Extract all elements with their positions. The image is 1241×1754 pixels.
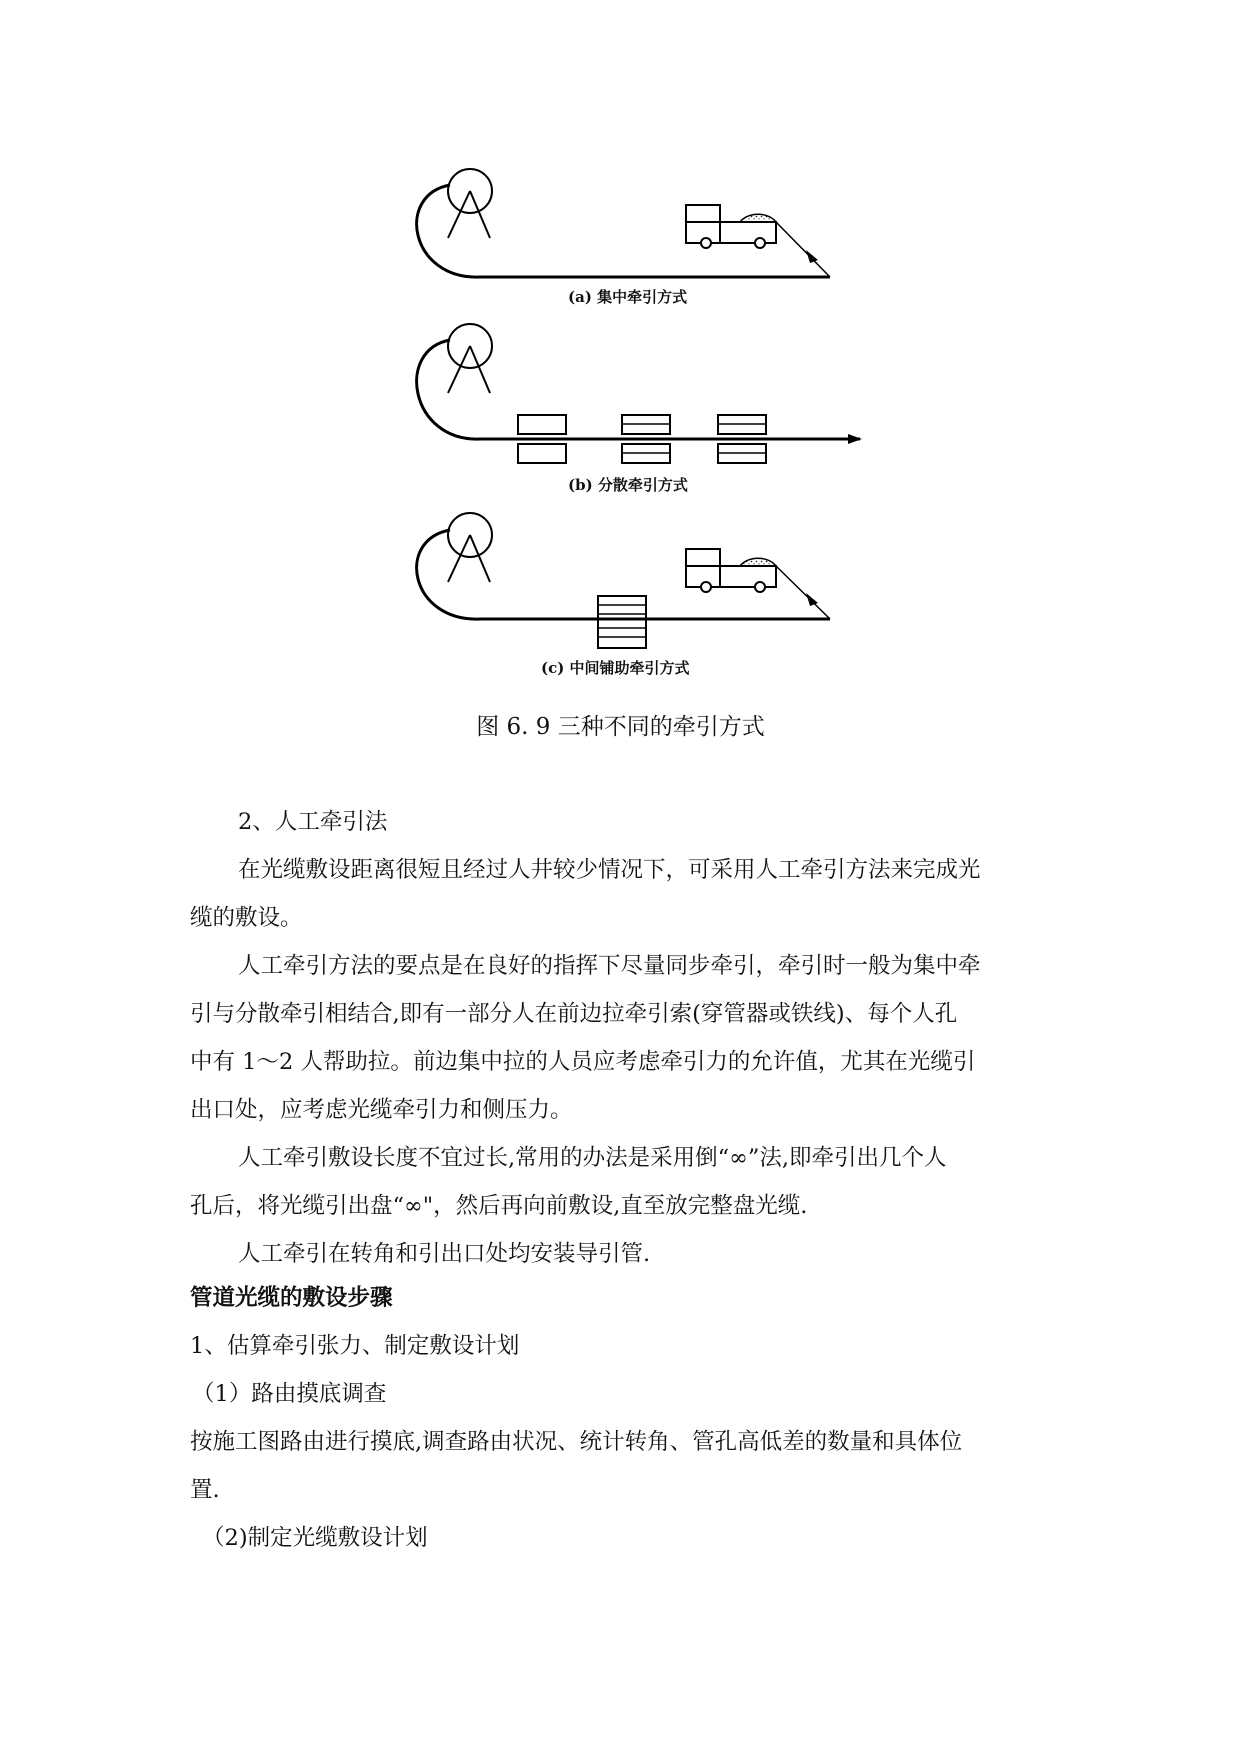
caption-a: (a) 集中牵引方式 — [568, 288, 688, 306]
paragraph-line: 人工牵引在转角和引出口处均安装导引管. — [238, 1241, 651, 1267]
truck-icon — [686, 205, 776, 248]
paragraph-line: 人工牵引方法的要点是在良好的指挥下尽量同步牵引，牵引时一般为集中牵 — [238, 953, 981, 979]
paragraph-line: 缆的敷设。 — [190, 905, 303, 931]
paragraph-line: 孔后，将光缆引出盘“∞"，然后再向前敷设,直至放完整盘光缆. — [190, 1193, 808, 1219]
pull-rope-arrow — [776, 566, 830, 619]
diagram-a — [417, 169, 830, 277]
figure-title: 图 6. 9 三种不同的牵引方式 — [476, 714, 765, 740]
caption-c: (c) 中间铺助牵引方式 — [541, 659, 690, 677]
cable-reel-icon — [448, 324, 492, 393]
cable-path — [417, 185, 830, 277]
paragraph-line: 人工牵引敷设长度不宜过长,常用的办法是采用倒“∞”法,即牵引出几个人 — [238, 1145, 947, 1171]
traction-methods-figure — [0, 0, 1241, 700]
diagram-c — [417, 513, 830, 648]
caption-b: (b) 分散牵引方式 — [568, 476, 688, 494]
arrowhead — [848, 434, 862, 444]
pull-rope-arrow — [776, 222, 830, 277]
paragraph-line: 置. — [190, 1477, 220, 1503]
cable-reel-icon — [448, 169, 492, 238]
paragraph-line: 按施工图路由进行摸底,调查路由状况、统计转角、管孔高低差的数量和具体位 — [190, 1429, 963, 1455]
cable-reel-icon — [448, 513, 492, 582]
paragraph-line: 引与分散牵引相结合,即有一部分人在前边拉牵引索(穿管器或铁线)、每个人孔 — [190, 1001, 958, 1027]
paragraph-line: 在光缆敷设距离很短且经过人井较少情况下，可采用人工牵引方法来完成光 — [238, 857, 981, 883]
bold-heading: 管道光缆的敷设步骤 — [190, 1285, 393, 1311]
manhole-block — [598, 596, 646, 648]
truck-icon — [686, 549, 776, 592]
substep-heading: （1）路由摸底调查 — [192, 1381, 387, 1407]
paragraph-line: 中有 1～2 人帮助拉。前边集中拉的人员应考虑牵引力的允许值，尤其在光缆引 — [190, 1049, 976, 1075]
paragraph-line: 出口处，应考虑光缆牵引力和侧压力。 — [190, 1097, 573, 1123]
step-heading: 1、估算牵引张力、制定敷设计划 — [190, 1333, 520, 1359]
substep-heading: （2)制定光缆敷设计划 — [202, 1525, 428, 1551]
diagram-b — [417, 324, 862, 463]
section-heading: 2、人工牵引法 — [238, 809, 388, 835]
